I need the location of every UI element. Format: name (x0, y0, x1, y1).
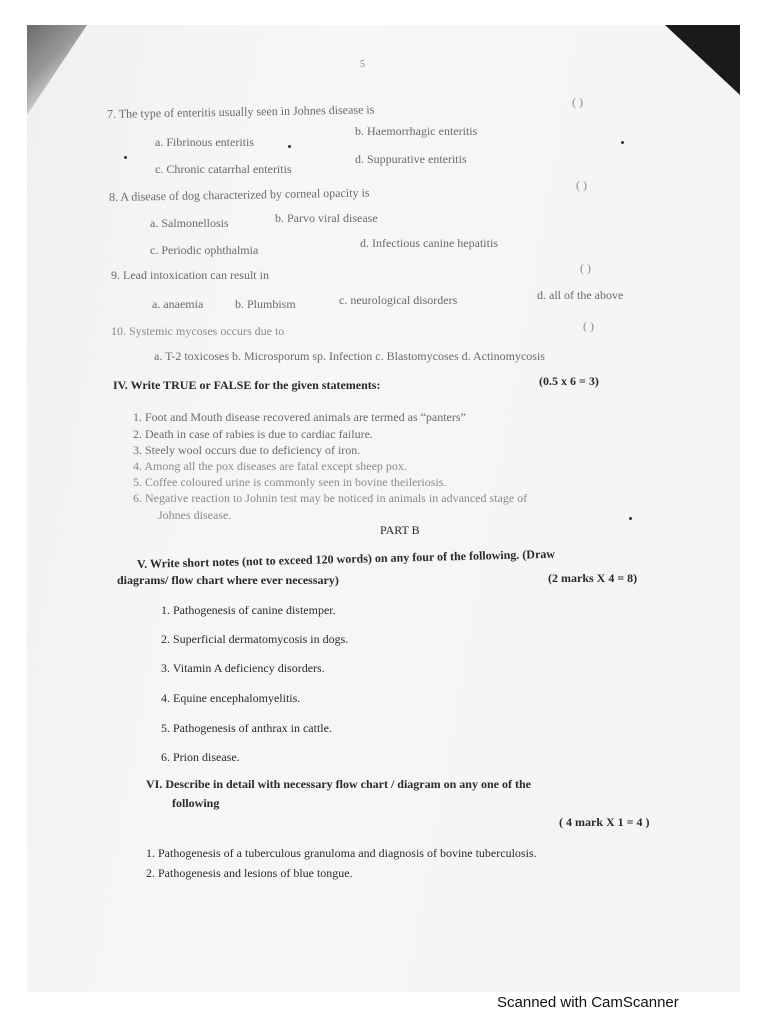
long-answer-item-2: 2. Pathogenesis and lesions of blue tongue. (146, 866, 353, 880)
section-6-heading-line1: VI. Describe in detail with necessary flow chart / diagram on any one of the (146, 777, 531, 791)
section-4-marks: (0.5 x 6 = 3) (539, 374, 599, 388)
q7-option-d: d. Suppurative enteritis (355, 152, 467, 166)
speck (629, 517, 632, 520)
answer-bracket-9: ( ) (580, 261, 591, 275)
q7-option-b: b. Haemorrhagic enteritis (355, 124, 478, 138)
q7-option-c: c. Chronic catarrhal enteritis (155, 162, 292, 176)
page-number: 5 (360, 59, 365, 70)
true-false-item-6-continued: Johnes disease. (158, 508, 232, 522)
short-note-item-4: 4. Equine encephalomyelitis. (161, 691, 301, 705)
short-note-item-2: 2. Superficial dermatomycosis in dogs. (161, 632, 349, 646)
true-false-item-6: 6. Negative reaction to Johnin test may be noticed in animals in advanced stage of (133, 491, 528, 505)
speck (288, 145, 291, 148)
true-false-item-5: 5. Coffee coloured urine is commonly seen in bovine theileriosis. (133, 475, 447, 489)
exam-paper (27, 25, 740, 992)
part-b-title: PART B (380, 523, 420, 537)
short-note-item-1: 1. Pathogenesis of canine distemper. (161, 603, 336, 617)
section-5-marks: (2 marks X 4 = 8) (548, 571, 638, 585)
question-10: 10. Systemic mycoses occurs due to (111, 324, 285, 338)
q9-option-b: b. Plumbism (235, 297, 296, 311)
q9-option-d: d. all of the above (537, 288, 624, 302)
q7-option-a: a. Fibrinous enteritis (155, 135, 254, 149)
speck (621, 141, 624, 144)
section-5-heading-line1: V. Write short notes (not to exceed 120 words) on any four of the following. (Draw (136, 546, 556, 571)
long-answer-item-1: 1. Pathogenesis of a tuberculous granuloma and diagnosis of bovine tuberculosis. (146, 846, 537, 860)
q8-option-a: a. Salmonellosis (150, 216, 229, 230)
background-corner (665, 25, 740, 95)
short-note-item-5: 5. Pathogenesis of anthrax in cattle. (161, 721, 332, 735)
scanner-watermark: Scanned with CamScanner (497, 994, 679, 1011)
q8-option-b: b. Parvo viral disease (275, 211, 378, 225)
question-7: 7. The type of enteritis usually seen in Johnes disease is (106, 102, 375, 121)
true-false-item-3: 3. Steely wool occurs due to deficiency of iron. (133, 443, 361, 457)
section-6-heading-line2: following (172, 796, 220, 810)
short-note-item-6: 6. Prion disease. (161, 750, 240, 764)
q9-option-a: a. anaemia (152, 297, 204, 311)
section-6-marks: ( 4 mark X 1 = 4 ) (559, 815, 650, 829)
true-false-item-4: 4. Among all the pox diseases are fatal except sheep pox. (133, 459, 407, 473)
answer-bracket-10: ( ) (583, 319, 594, 333)
question-8: 8. A disease of dog characterized by corneal opacity is (108, 185, 370, 204)
true-false-item-1: 1. Foot and Mouth disease recovered animals are termed as “panters” (133, 410, 466, 424)
answer-bracket-7: ( ) (572, 95, 583, 109)
q10-options: a. T-2 toxicoses b. Microsporum sp. Infection c. Blastomycoses d. Actinomycosis (154, 349, 545, 363)
q8-option-c: c. Periodic ophthalmia (150, 243, 259, 257)
short-note-item-3: 3. Vitamin A deficiency disorders. (161, 661, 325, 675)
q9-option-c: c. neurological disorders (339, 293, 458, 307)
true-false-item-2: 2. Death in case of rabies is due to cardiac failure. (133, 427, 373, 441)
section-5-heading-line2: diagrams/ flow chart where ever necessary) (117, 573, 339, 587)
question-9: 9. Lead intoxication can result in (111, 268, 269, 282)
answer-bracket-8: ( ) (576, 178, 587, 192)
q8-option-d: d. Infectious canine hepatitis (360, 236, 498, 250)
speck (124, 156, 127, 159)
page-corner-shadow (27, 25, 87, 115)
section-4-heading: IV. Write TRUE or FALSE for the given statements: (113, 378, 381, 392)
